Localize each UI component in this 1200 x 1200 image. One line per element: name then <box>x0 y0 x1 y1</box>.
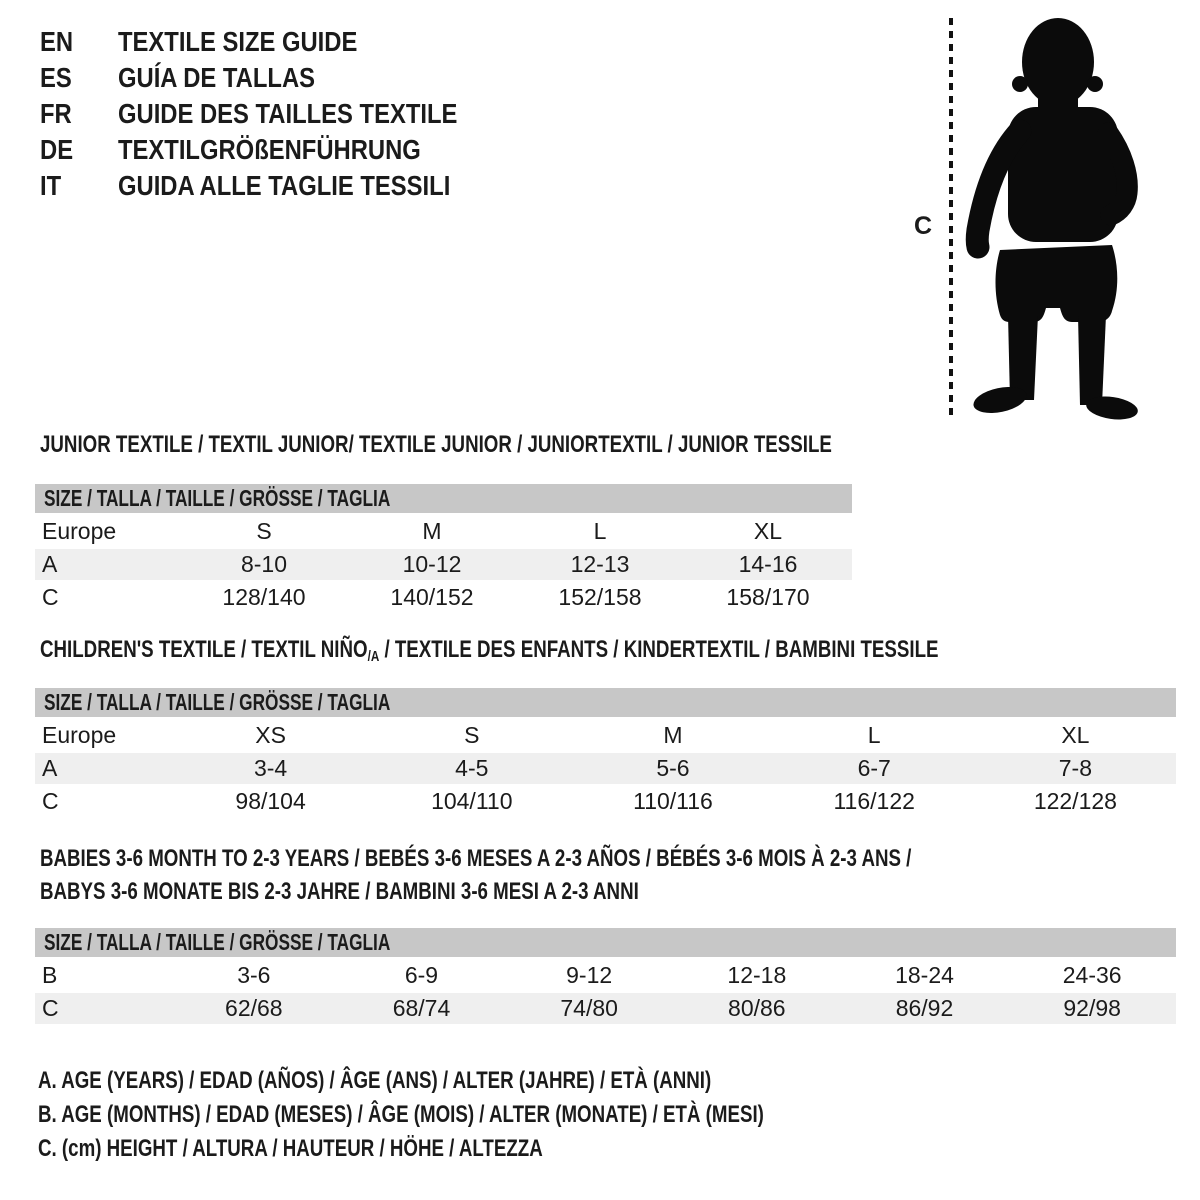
size-header-bar <box>35 688 1176 717</box>
value-cell: 128/140 <box>222 584 306 610</box>
children-title-subscript: /A <box>367 648 380 665</box>
note-a <box>38 1064 969 1098</box>
lang-row-it <box>40 168 517 204</box>
value-cell: 80/86 <box>728 995 786 1021</box>
height-measure-label: C <box>914 212 933 240</box>
babies-size-table <box>35 928 1176 1026</box>
lang-code: ES <box>40 62 72 93</box>
table-row <box>35 720 1176 751</box>
table-row <box>35 786 1176 817</box>
children-section-title <box>40 637 938 670</box>
value-cell: 12-18 <box>727 962 787 988</box>
guide-title: TEXTILE SIZE GUIDE <box>118 26 358 57</box>
lang-row-es <box>40 60 517 96</box>
value-cell: L <box>593 518 607 544</box>
value-cell: 158/170 <box>726 584 810 610</box>
lang-code: IT <box>40 170 62 201</box>
value-cell: 86/92 <box>895 995 954 1021</box>
value-cell: 14-16 <box>738 551 798 577</box>
junior-size-table <box>35 484 852 613</box>
value-cell: 116/122 <box>833 788 915 814</box>
value-cell: M <box>422 518 442 544</box>
guide-title: TEXTILGRÖßENFÜHRUNG <box>118 134 421 165</box>
value-cell: L <box>867 722 881 748</box>
table-row <box>35 751 1176 786</box>
row-label: C <box>42 788 59 814</box>
value-cell: 4-5 <box>455 755 489 781</box>
babies-title-line2: BABYS 3-6 MONATE BIS 2-3 JAHRE / BAMBINI 3-6 MESI A 2-3 ANNI <box>40 878 639 905</box>
babies-title-line1: BABIES 3-6 MONTH TO 2-3 YEARS / BEBÉS 3-6 MESES A 2-3 AÑOS / BÉBÉS 3-6 MOIS À 2-3 ANS / <box>40 845 912 872</box>
children-title-text: CHILDREN'S TEXTILE / TEXTIL NIÑO <box>40 636 368 663</box>
junior-title-text: JUNIOR TEXTILE / TEXTIL JUNIOR/ TEXTILE JUNIOR / JUNIORTEXTIL / JUNIOR TESSILE <box>40 431 832 458</box>
value-cell: 68/74 <box>392 995 451 1021</box>
guide-title: GUIDE DES TAILLES TEXTILE <box>118 98 458 129</box>
lang-row-fr <box>40 96 517 132</box>
value-cell: M <box>663 722 683 748</box>
language-title-block <box>40 24 517 204</box>
legend-notes <box>38 1064 969 1166</box>
value-cell: XL <box>1061 722 1090 748</box>
table-row <box>35 582 852 613</box>
note-c <box>38 1132 969 1166</box>
row-label: Europe <box>42 722 117 748</box>
value-cell: 6-9 <box>404 962 439 988</box>
lang-row-de <box>40 132 517 168</box>
value-cell: 12-13 <box>570 551 630 577</box>
size-header-bar <box>35 484 852 513</box>
value-cell: 6-7 <box>857 755 891 781</box>
value-cell: 10-12 <box>402 551 462 577</box>
value-cell: 7-8 <box>1058 755 1093 781</box>
row-label: C <box>42 995 59 1021</box>
value-cell: 3-6 <box>237 962 271 988</box>
table-row <box>35 960 1176 991</box>
value-cell: S <box>464 722 480 748</box>
value-cell: XL <box>753 518 783 544</box>
value-cell: 9-12 <box>566 962 613 988</box>
note-b <box>38 1098 969 1132</box>
value-cell: 104/110 <box>431 788 513 814</box>
table-row <box>35 991 1176 1026</box>
value-cell: 3-4 <box>253 755 288 781</box>
value-cell: 152/158 <box>558 584 642 610</box>
table-row <box>35 516 852 547</box>
row-label: B <box>42 962 58 988</box>
row-label: A <box>42 551 58 577</box>
size-header-text: SIZE / TALLA / TAILLE / GRÖSSE / TAGLIA <box>44 929 391 955</box>
value-cell: 18-24 <box>895 962 954 988</box>
row-label: Europe <box>42 518 117 544</box>
babies-section-title <box>40 842 1157 908</box>
value-cell: 122/128 <box>1033 788 1117 814</box>
value-cell: 110/116 <box>633 788 713 814</box>
value-cell: S <box>256 518 272 544</box>
note-a-text: A. AGE (YEARS) / EDAD (AÑOS) / ÂGE (ANS) / ALTER (JAHRE) / ETÀ (ANNI) <box>38 1067 712 1094</box>
children-size-table <box>35 688 1176 817</box>
guide-title: GUÍA DE TALLAS <box>118 62 316 93</box>
row-label: C <box>42 584 59 610</box>
value-cell: 8-10 <box>240 551 288 577</box>
table-row <box>35 547 852 582</box>
value-cell: 62/68 <box>225 995 283 1021</box>
value-cell: 5-6 <box>656 755 690 781</box>
lang-row-en <box>40 24 517 60</box>
size-header-text: SIZE / TALLA / TAILLE / GRÖSSE / TAGLIA <box>44 689 391 715</box>
lang-code: FR <box>40 98 72 129</box>
junior-section-title <box>40 432 832 458</box>
note-b-text: B. AGE (MONTHS) / EDAD (MESES) / ÂGE (MOIS) / ALTER (MONATE) / ETÀ (MESI) <box>38 1101 764 1128</box>
children-title-rest: / TEXTILE DES ENFANTS / KINDERTEXTIL / BAMBINI TESSILE <box>379 636 939 663</box>
value-cell: 140/152 <box>390 584 474 610</box>
lang-code: EN <box>40 26 74 57</box>
row-label: A <box>42 755 58 781</box>
note-c-text: C. (cm) HEIGHT / ALTURA / HAUTEUR / HÖHE / ALTEZZA <box>38 1135 543 1162</box>
size-header-bar <box>35 928 1176 957</box>
value-cell: XS <box>255 722 286 748</box>
value-cell: 24-36 <box>1062 962 1122 988</box>
value-cell: 98/104 <box>235 788 306 814</box>
guide-title: GUIDA ALLE TAGLIE TESSILI <box>118 170 451 201</box>
lang-code: DE <box>40 134 74 165</box>
value-cell: 74/80 <box>560 995 618 1021</box>
value-cell: 92/98 <box>1063 995 1121 1021</box>
size-header-text: SIZE / TALLA / TAILLE / GRÖSSE / TAGLIA <box>44 485 391 511</box>
toddler-silhouette-icon <box>930 5 1180 435</box>
